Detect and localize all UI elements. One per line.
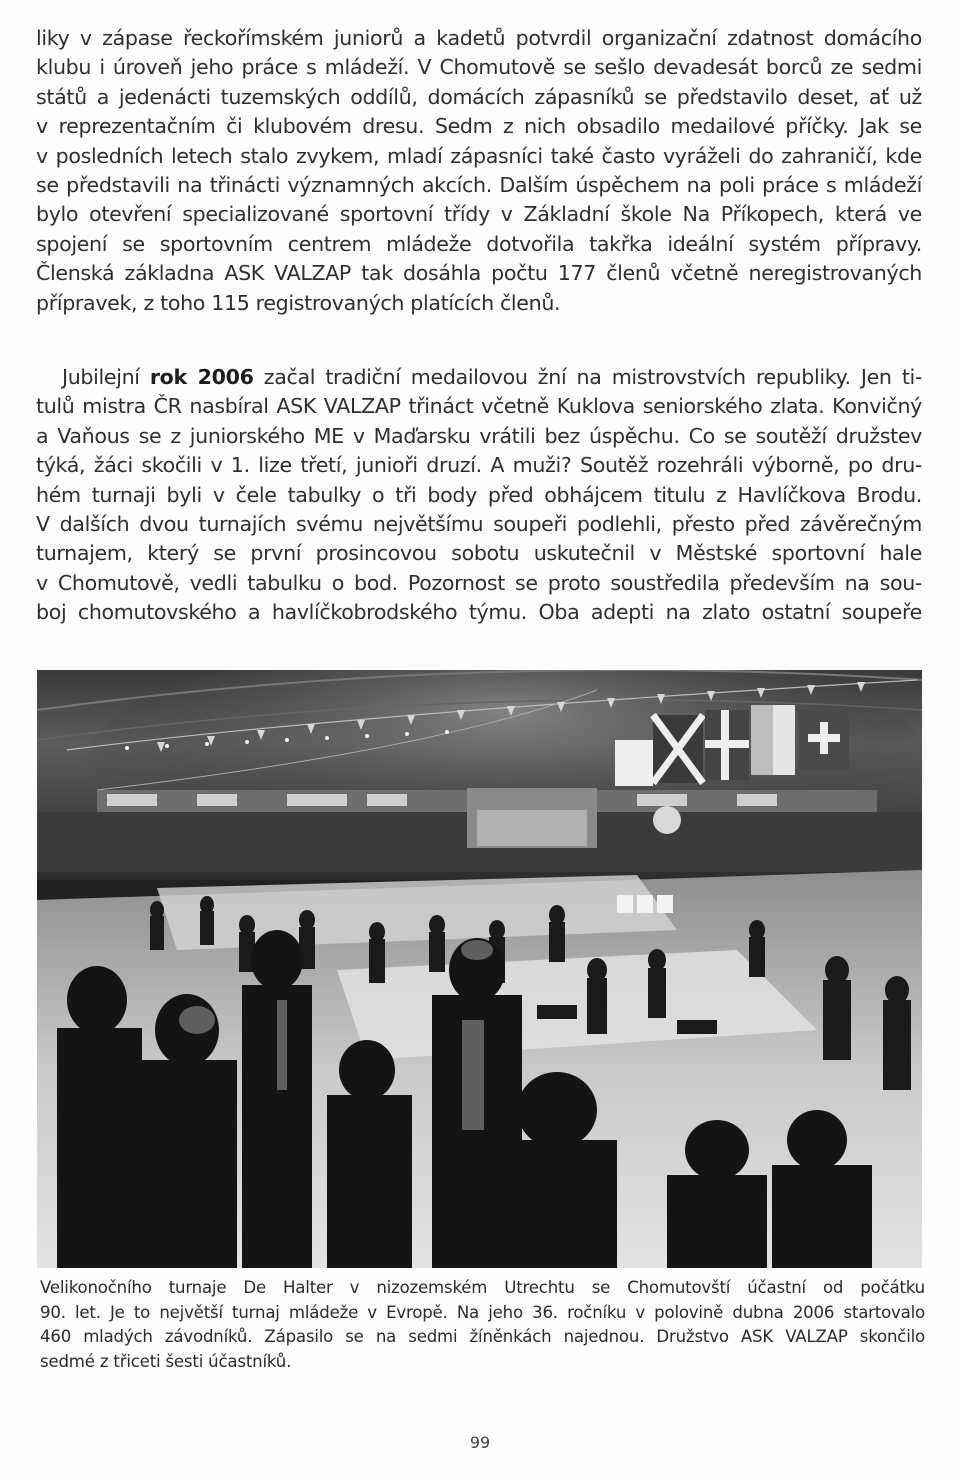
tournament-photo [37,670,922,1268]
text-line: v Chomutově, vedli tabulku o bod. Pozornost se proto soustředila především na sou- [36,570,922,595]
paragraph-2 [36,363,922,628]
text-line: liky v zápase řeckořímském juniorů a kadetů potvrdil organizační zdatnost domácího [36,26,922,50]
photo-illustration [37,670,922,1268]
text-line: Členská základna ASK VALZAP tak dosáhla počtu 177 členů včetně neregistrovaných [36,261,922,286]
lead-rest: začal tradiční medailovou žní na mistrovstvích republiky. Jen ti- [253,365,922,389]
text-line: bylo otevření specializované sportovní třídy v Základní škole Na Příkopech, která ve [36,202,922,227]
text-line: klubu i úroveň jeho práce s mládeží. V Chomutově se sešlo devadesát borců ze sedmi [36,55,922,80]
text-line: boj chomutovského a havlíčkobrodského týmu. Oba adepti na zlato ostatní soupeře [36,600,922,625]
caption-line: 460 mladých závodníků. Zápasilo se na sedmi žíněnkách najednou. Družstvo ASK VALZAP skončilo [40,1327,925,1346]
text-line: v reprezentačním či klubovém dresu. Sedm z nich obsadilo medailové příčky. Jak se [36,114,922,139]
text-line: států a jedenácti tuzemských oddílů, domácích zápasníků se představilo deset, ať už [36,84,922,109]
caption-line: 90. let. Je to největší turnaj mládeže v Evropě. Na jeho 36. ročníku v polovině dubna 2006 startovalo [40,1302,925,1322]
text-line: a Vaňous se z juniorského ME v Maďarsku vrátili bez úspěchu. Co se soutěží družstev [36,423,922,448]
photo-caption [40,1276,925,1374]
text-line: turnajem, který se první prosincovou sobotu uskutečnil v Městské sportovní hale [36,541,922,566]
text-line: týká, žáci skočili v 1. lize třetí, junioři druzí. A muži? Soutěž rozehráli výborně, po dru- [36,453,922,478]
text-line: hém turnaji byli v čele tabulky o tři body před obhájcem titulu z Havlíčkova Brodu. [36,482,922,507]
caption-line: Velikonočního turnaje De Halter v nizozemském Utrechtu se Chomutovští účastní od počátku [40,1278,925,1297]
text-line-lead [36,363,922,392]
page-number: 99 [469,1433,491,1452]
caption-line: sedmé z třiceti šesti účastníků. [40,1351,292,1371]
text-line: přípravek, z toho 115 registrovaných platících členů. [36,290,561,315]
text-line: tulů mistra ČR nasbíral ASK VALZAP třináct včetně Kuklova seniorského zlata. Konvičný [36,394,922,419]
paragraph-1 [36,24,922,318]
text-line: se představili na třinácti významných akcích. Dalším úspěchem na poli práce s mládeží [36,172,922,197]
text-line: spojení se sportovním centrem mládeže dotvořila takřka ideální systém přípravy. [36,231,922,256]
text-line: v posledních letech stalo zvykem, mladí zápasníci také často vyráželi do zahraničí, kde [36,143,922,168]
lead-text: Jubilejní [62,365,150,389]
emphasis-year: rok 2006 [149,365,254,389]
text-line: V dalších dvou turnajích svému největšímu soupeři podlehli, přesto před závěrečným [36,511,922,536]
